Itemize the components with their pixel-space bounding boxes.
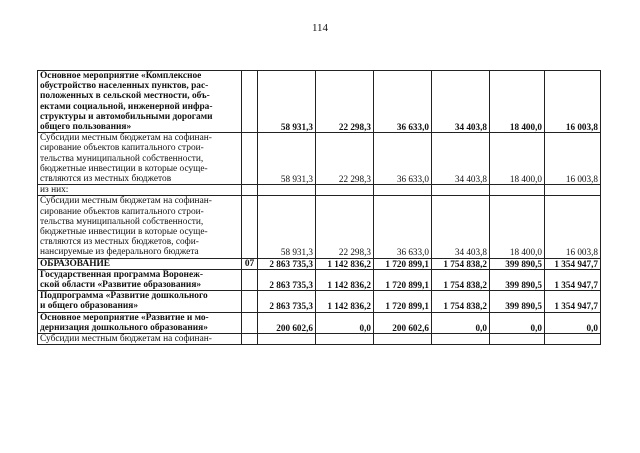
amount-cell: 1 754 838,2	[432, 258, 490, 269]
description-line: ектами социальной, инженерной инфра-	[40, 101, 213, 112]
description-line: и общего образования»	[40, 301, 139, 312]
amount-cell: 1 354 947,7	[545, 258, 601, 269]
amount-cell: 36 633,0	[374, 71, 432, 133]
amount-cell	[258, 185, 316, 196]
amount-cell: 0,0	[545, 312, 601, 333]
amount-cell: 18 400,0	[490, 133, 545, 185]
amount-cell: 22 298,3	[316, 196, 374, 258]
amount-cell: 22 298,3	[316, 133, 374, 185]
section-code	[242, 291, 258, 312]
amount-cell: 200 602,6	[374, 312, 432, 333]
section-code: 07	[242, 258, 258, 269]
description-line: Субсидии местным бюджетам на софинан-	[40, 334, 212, 345]
row-description	[38, 196, 242, 258]
amount-cell: 58 931,3	[258, 196, 316, 258]
table-row	[38, 334, 601, 345]
row-description	[38, 133, 242, 185]
row-description	[38, 71, 242, 133]
amount-cell: 0,0	[490, 312, 545, 333]
amount-cell: 34 403,8	[432, 71, 490, 133]
description-line: тельства муниципальной собственности,	[40, 153, 204, 164]
amount-cell	[545, 334, 601, 345]
description-line: из них:	[40, 185, 69, 196]
amount-cell: 2 863 735,3	[258, 291, 316, 312]
section-code	[242, 185, 258, 196]
amount-cell: 34 403,8	[432, 196, 490, 258]
description-line: тельства муниципальной собственности,	[40, 216, 204, 227]
section-code	[242, 71, 258, 133]
description-line: Субсидии местным бюджетам на софинан-	[40, 133, 212, 144]
amount-cell: 16 003,8	[545, 133, 601, 185]
amount-cell: 18 400,0	[490, 196, 545, 258]
description-line: Субсидии местным бюджетам на софинан-	[40, 196, 212, 207]
description-line: бюджетные инвестиции в которые осуще-	[40, 163, 208, 174]
section-code	[242, 334, 258, 345]
description-line: положенных в сельской местности, объ-	[40, 91, 210, 102]
row-description	[38, 185, 242, 196]
table-row	[38, 312, 601, 333]
amount-cell: 1 142 836,2	[316, 291, 374, 312]
description-line: Основное мероприятие «Развитие и мо-	[40, 312, 209, 323]
amount-cell: 2 863 735,3	[258, 258, 316, 269]
amount-cell: 2 863 735,3	[258, 269, 316, 290]
amount-cell: 16 003,8	[545, 196, 601, 258]
amount-cell	[374, 334, 432, 345]
amount-cell	[432, 334, 490, 345]
amount-cell: 200 602,6	[258, 312, 316, 333]
section-code	[242, 312, 258, 333]
description-line: ОБРАЗОВАНИЕ	[40, 258, 111, 269]
amount-cell	[432, 185, 490, 196]
description-line: Подпрограмма «Развитие дошкольного	[40, 291, 208, 302]
description-line: Государственная программа Воронеж-	[40, 269, 204, 280]
page-number: 114	[311, 22, 329, 34]
amount-cell	[316, 185, 374, 196]
amount-cell	[490, 185, 545, 196]
amount-cell: 16 003,8	[545, 71, 601, 133]
amount-cell: 1 720 899,1	[374, 269, 432, 290]
row-description	[38, 258, 242, 269]
description-line: сирование объектов капитального строи-	[40, 143, 204, 154]
table-row	[38, 185, 601, 196]
amount-cell: 1 754 838,2	[432, 269, 490, 290]
amount-cell	[258, 334, 316, 345]
budget-table	[37, 70, 601, 345]
amount-cell: 1 720 899,1	[374, 258, 432, 269]
table-row	[38, 269, 601, 290]
description-line: ствляются из местных бюджетов	[40, 174, 172, 185]
amount-cell: 0,0	[432, 312, 490, 333]
amount-cell: 399 890,5	[490, 269, 545, 290]
table-row	[38, 291, 601, 312]
description-line: дернизация дошкольного образования»	[40, 322, 208, 333]
description-line: бюджетные инвестиции в которые осуще-	[40, 227, 208, 238]
amount-cell: 58 931,3	[258, 133, 316, 185]
amount-cell: 0,0	[316, 312, 374, 333]
row-description	[38, 269, 242, 290]
description-line: ствляются из местных бюджетов, софи-	[40, 237, 199, 248]
table-row	[38, 258, 601, 269]
row-description	[38, 291, 242, 312]
amount-cell	[316, 334, 374, 345]
description-line: ской области «Развитие образования»	[40, 280, 202, 291]
amount-cell	[374, 185, 432, 196]
amount-cell: 34 403,8	[432, 133, 490, 185]
description-line: структуры и автомобильными дорогами	[40, 111, 213, 122]
description-line: общего пользования»	[40, 122, 132, 133]
amount-cell: 1 354 947,7	[545, 269, 601, 290]
amount-cell: 1 142 836,2	[316, 258, 374, 269]
amount-cell: 58 931,3	[258, 71, 316, 133]
description-line: сирование объектов капитального строи-	[40, 206, 204, 217]
section-code	[242, 133, 258, 185]
amount-cell	[545, 185, 601, 196]
table-row	[38, 133, 601, 185]
description-line: обустройство населенных пунктов, рас-	[40, 81, 209, 92]
table-row	[38, 196, 601, 258]
section-code	[242, 196, 258, 258]
amount-cell: 18 400,0	[490, 71, 545, 133]
amount-cell: 36 633,0	[374, 196, 432, 258]
row-description	[38, 334, 242, 345]
description-line: Основное мероприятие «Комплексное	[40, 71, 202, 81]
amount-cell: 399 890,5	[490, 291, 545, 312]
amount-cell: 36 633,0	[374, 133, 432, 185]
section-code	[242, 269, 258, 290]
table-body	[38, 71, 601, 345]
row-description	[38, 312, 242, 333]
amount-cell: 1 754 838,2	[432, 291, 490, 312]
amount-cell: 1 354 947,7	[545, 291, 601, 312]
amount-cell	[490, 334, 545, 345]
table-row	[38, 71, 601, 133]
amount-cell: 1 720 899,1	[374, 291, 432, 312]
description-line: нансируемые из федерального бюджета	[40, 247, 199, 258]
amount-cell: 1 142 836,2	[316, 269, 374, 290]
amount-cell: 399 890,5	[490, 258, 545, 269]
amount-cell: 22 298,3	[316, 71, 374, 133]
